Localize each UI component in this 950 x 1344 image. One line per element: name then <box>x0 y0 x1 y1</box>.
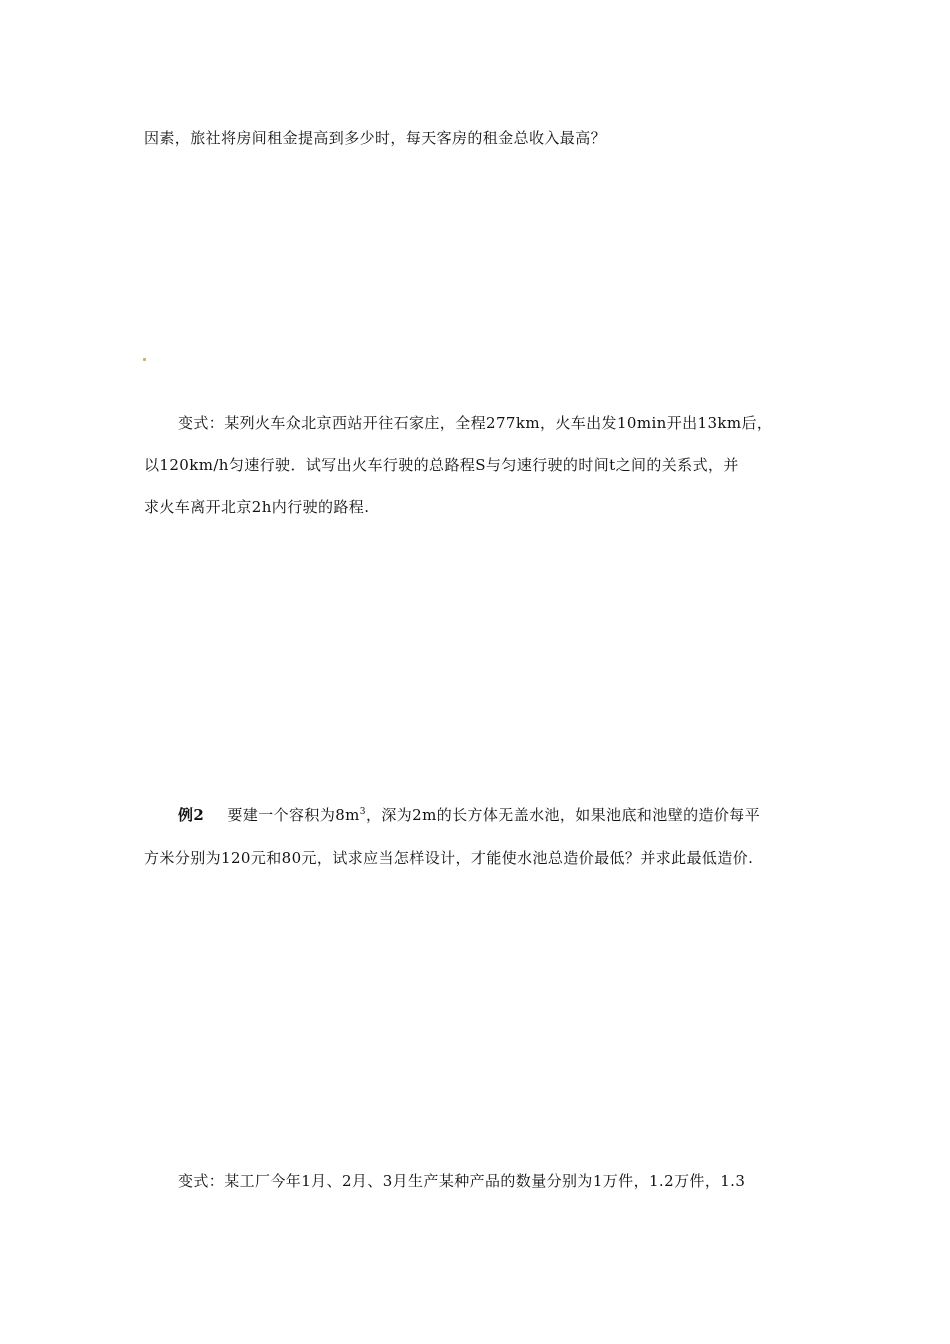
variant-1-line-2: 以120km/h匀速行驶．试写出火车行驶的总路程S与匀速行驶的时间t之间的关系式，并 <box>144 456 739 474</box>
variant-1-line-3: 求火车离开北京2h内行驶的路程. <box>144 498 370 516</box>
variant-2-line-1: 变式：某工厂今年1月、2月、3月生产某种产品的数量分别为1万件，1.2万件，1.3 <box>178 1172 746 1190</box>
problem-text-line: 因素，旅社将房间租金提高到多少时，每天客房的租金总收入最高？ <box>144 129 607 147</box>
example-2-text-post: ，深为2m的长方体无盖水池，如果池底和池壁的造价每平 <box>365 806 761 824</box>
cubic-superscript: 3 <box>359 807 366 817</box>
example-2-line-2: 方米分别为120元和80元，试求应当怎样设计，才能使水池总造价最低？并求此最低造价. <box>144 849 754 867</box>
example-2-text-pre: 要建一个容积为8m <box>227 806 360 824</box>
stray-mark <box>143 358 146 361</box>
variant-1-line-1: 变式：某列火车众北京西站开往石家庄，全程277km，火车出发10min开出13km后， <box>178 414 773 432</box>
example-2-label: 例2 <box>178 806 205 824</box>
example-2-line-1 <box>178 805 760 825</box>
